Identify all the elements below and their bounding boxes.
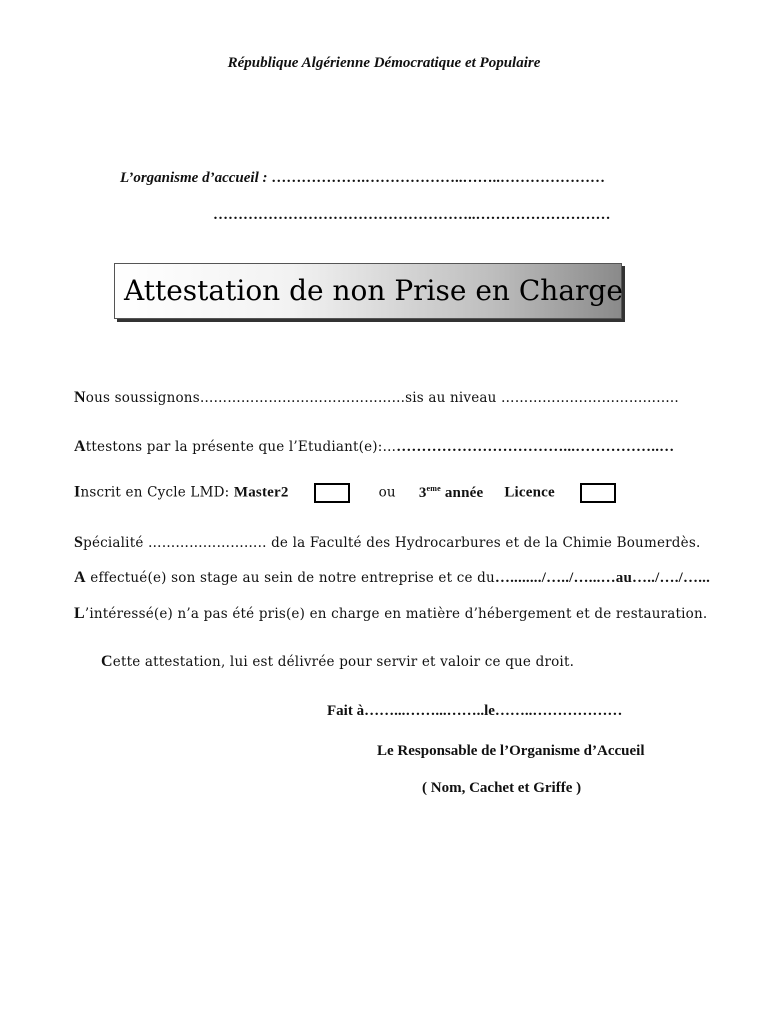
line-text: ttestons par la présente que l’Etudiant(e):…: [85, 439, 397, 455]
line-attestons: [74, 438, 674, 456]
line-text: nscrit en Cycle LMD:: [80, 484, 234, 501]
organisme-dots-1: ……………….………………..……..…………………: [271, 170, 605, 186]
dropcap: A: [74, 569, 86, 586]
dropcap: A: [74, 438, 86, 455]
dropcap: C: [101, 653, 113, 670]
line-stage: [74, 569, 710, 587]
licence-label: Licence: [504, 484, 555, 501]
dropcap: N: [74, 389, 86, 406]
line-soussignons: [74, 389, 679, 407]
line-interesse: [74, 605, 707, 623]
stage-dates: …......../…../…...…au…../…./…...: [494, 570, 711, 586]
licence-checkbox[interactable]: [580, 483, 616, 503]
third-year-label: 3eme année: [418, 483, 484, 501]
master2-label: Master2: [233, 484, 289, 501]
title-box: [114, 263, 622, 319]
dropcap: I: [74, 483, 81, 501]
organisme-line-1: [120, 170, 605, 187]
fait-a-line: Fait à……...……...……..le……..………………: [327, 703, 623, 719]
organisme-dots-2: ……………………………………………..………………………: [213, 207, 611, 223]
cachet-label: ( Nom, Cachet et Griffe ): [422, 780, 582, 796]
dropcap: S: [74, 534, 84, 551]
dropcap: L: [74, 605, 85, 622]
line-dots: ……………………………...……………..…: [396, 439, 675, 455]
line-inscrit: [74, 483, 616, 503]
document-title: Attestation de non Prise en Charge: [124, 274, 623, 307]
line-text: ’intéressé(e) n’a pas été pris(e) en charge en matière d’hébergement et de restauration.: [84, 606, 708, 622]
or-label: ou: [378, 484, 396, 501]
line-text: ette attestation, lui est délivrée pour servir et valoir ce que droit.: [112, 654, 575, 670]
line-text: ous soussignons……………………………………...sis au niveau ……………….…………….….: [85, 390, 679, 406]
line-attestation: [101, 653, 574, 671]
organisme-label: L’organisme d’accueil :: [120, 170, 268, 186]
responsable-label: Le Responsable de l’Organisme d’Accueil: [377, 743, 645, 759]
line-text: pécialité …………………….. de la Faculté des Hydrocarbures et de la Chimie Boumerdès.: [83, 535, 701, 551]
line-text: effectué(e) son stage au sein de notre entreprise et ce du: [85, 570, 495, 586]
master2-checkbox[interactable]: [314, 483, 350, 503]
line-specialite: [74, 534, 700, 552]
header-republique: République Algérienne Démocratique et Populaire: [227, 55, 541, 71]
